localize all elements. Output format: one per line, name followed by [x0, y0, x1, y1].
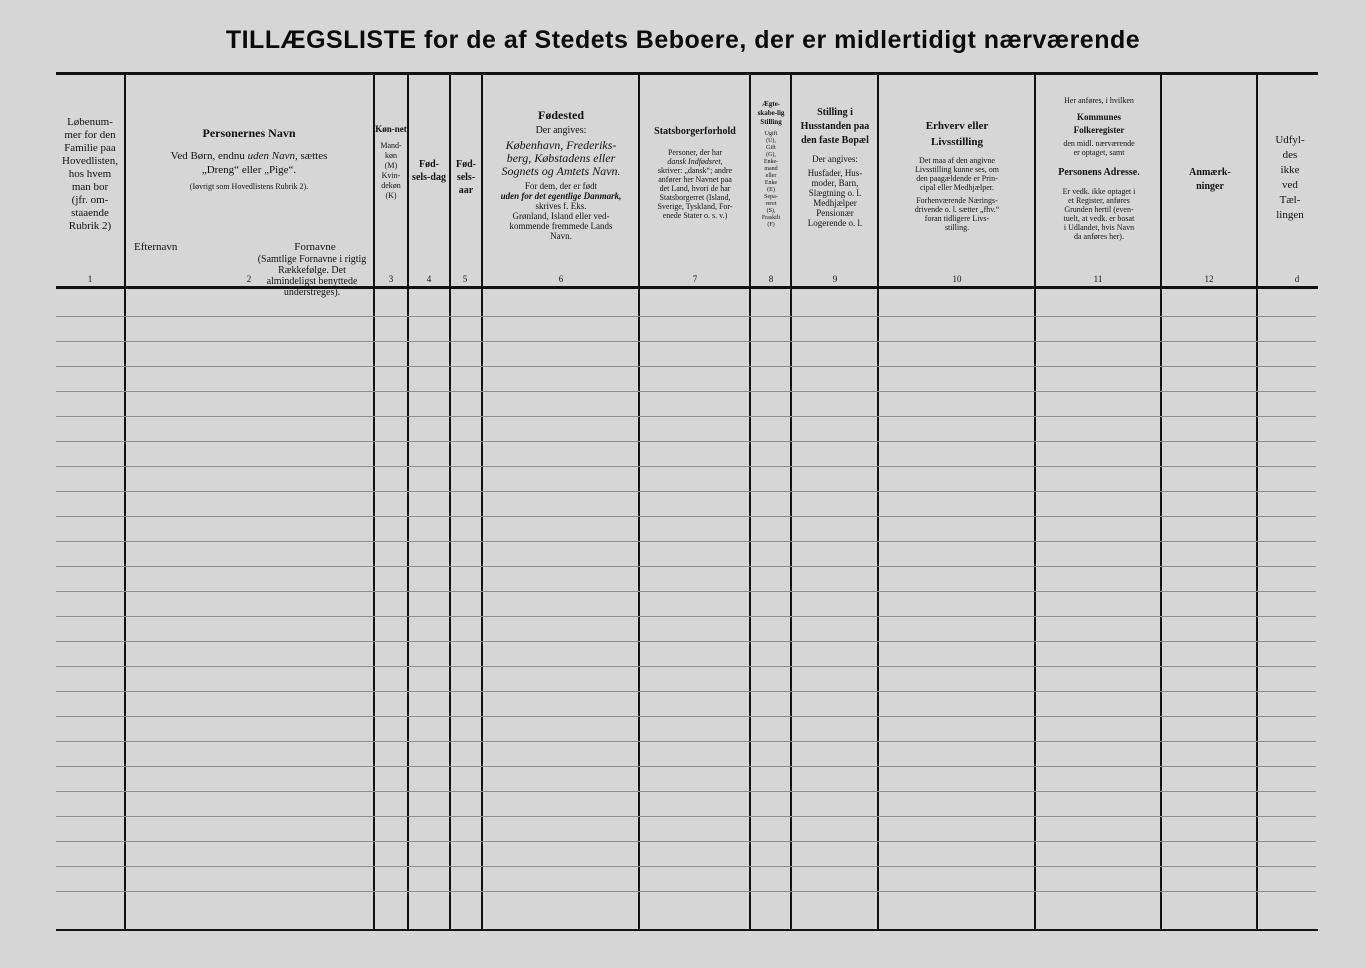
col-6-text-italic: berg, Købstadens eller	[506, 151, 616, 165]
col-number: 6	[558, 274, 564, 284]
col-9-heading: Stilling i Husstanden paa den faste Bopæl	[800, 107, 870, 146]
entry-row-line	[56, 466, 1316, 467]
col-divider	[449, 75, 451, 931]
col-1-text: Hovedlisten,	[62, 155, 118, 167]
col-7-line: enede Stater o. s. v.)	[662, 211, 728, 220]
col-8-line: Sepa-	[764, 194, 778, 200]
col-6-text: Grønland, Island eller ved-	[512, 211, 610, 221]
col-d-line: des	[1282, 149, 1298, 161]
col-divider	[1034, 75, 1036, 931]
col-divider	[407, 75, 409, 931]
col-2-text: sættes	[300, 150, 328, 162]
col-2-surname-label: Efternavn	[134, 241, 178, 253]
col-1-text: man bor	[71, 181, 109, 193]
col-3-heading: Køn-net	[375, 124, 407, 134]
entry-row-line	[56, 716, 1316, 717]
col-10-line: Forhenværende Nærings-	[916, 196, 998, 205]
entry-row-line	[56, 316, 1316, 317]
col-6-text: Navn.	[550, 231, 572, 241]
col-3-header	[375, 124, 407, 201]
col-2-text: „Dreng“ eller „Pige“.	[201, 164, 297, 176]
col-number: 1	[87, 274, 93, 284]
col-10-line: Livsstilling kunne ses, om	[915, 165, 999, 174]
col-8-line: (S),	[766, 208, 776, 214]
col-1-text: staaende	[71, 207, 109, 219]
col-12-heading: Anmærk-ninger	[1189, 167, 1231, 192]
col-number: 3	[388, 274, 394, 284]
col-1-text: Løbenum-	[67, 116, 113, 128]
entry-row-line	[56, 591, 1316, 592]
col-8-line: reret	[765, 201, 777, 207]
col-7-header	[640, 126, 750, 220]
col-2-header	[126, 128, 372, 191]
col-2-firstname-note: (Samtlige Fornavne i rigtig Rækkefølge. Det almindeligst benyttede understreges).	[257, 254, 367, 298]
col-1-text: (jfr. om-	[71, 194, 109, 206]
col-number: 8	[768, 274, 774, 284]
col-5-heading: Fød-sels-aar	[456, 159, 476, 196]
col-9-line: Husfader, Hus-	[807, 168, 863, 178]
col-d-line: lingen	[1276, 209, 1304, 221]
col-divider	[124, 75, 126, 931]
entry-row-line	[56, 416, 1316, 417]
col-11-line: er optaget, samt	[1073, 148, 1125, 157]
col-3-text: Mand-	[380, 141, 402, 150]
col-7-heading: Statsborgerforhold	[654, 126, 736, 137]
col-8-line: Enke	[764, 180, 778, 186]
entry-row-line	[56, 441, 1316, 442]
col-10-line: stilling.	[944, 223, 970, 232]
col-3-text: (K)	[385, 191, 397, 200]
entry-row-line	[56, 641, 1316, 642]
col-7-line: dansk Indfødsret,	[667, 157, 723, 166]
entry-row-line	[56, 491, 1316, 492]
col-10-text	[880, 156, 1034, 232]
col-7-line: Statsborgerret (Island,	[659, 193, 731, 202]
col-11-line: Her anføres, i hvilken	[1064, 96, 1134, 105]
col-7-text	[640, 148, 750, 220]
col-2-text: Ved Børn, endnu	[170, 150, 245, 162]
entry-row-line	[56, 366, 1316, 367]
col-9-text	[793, 154, 877, 228]
col-11-line: i Udlandet, hvis Navn	[1063, 223, 1135, 232]
entry-row-line	[56, 666, 1316, 667]
col-11-header	[1037, 96, 1161, 241]
col-3-text: (M)	[384, 161, 398, 170]
col-8-line: (F)	[767, 222, 775, 228]
entry-row-line	[56, 766, 1316, 767]
col-8-heading: Ægte-skabe-lig Stilling	[757, 100, 785, 126]
col-6-text: For dem, der er født	[524, 181, 598, 191]
col-8-options	[751, 131, 791, 229]
col-8-line: mand	[764, 166, 778, 172]
col-6-heading: Fødested	[538, 108, 584, 122]
entry-row-line	[56, 391, 1316, 392]
bottom-rule	[56, 929, 1318, 931]
col-1-text: Familie paa	[64, 142, 116, 154]
entry-row-line	[56, 791, 1316, 792]
col-11-heading: Kommunes Folkeregister	[1073, 112, 1125, 135]
header-rule	[56, 286, 1318, 289]
col-7-line: skriver: „dansk“; andre	[657, 166, 733, 175]
col-8-line: eller	[765, 173, 777, 179]
col-number: 10	[952, 274, 962, 284]
col-10-line: den paagældende er Prin-	[916, 174, 998, 183]
entry-row-line	[56, 841, 1316, 842]
col-9-line: Medhjælper	[813, 198, 857, 208]
col-8-line: Enke-	[763, 159, 779, 165]
col-divider	[1256, 75, 1258, 931]
col-1-text: Rubrik 2)	[68, 220, 112, 232]
col-6-text-italic: København, Frederiks-	[505, 138, 617, 152]
col-8-line: Gift	[766, 145, 776, 151]
col-1-text: mer for den	[64, 129, 116, 141]
entry-row-line	[56, 866, 1316, 867]
col-6-text: skrives f. Eks.	[535, 201, 587, 211]
entry-row-line	[56, 341, 1316, 342]
col-7-line: det Land, hvori de har	[659, 184, 731, 193]
entry-row-line	[56, 541, 1316, 542]
col-9-header	[793, 106, 877, 228]
col-6-text: Der angives:	[535, 125, 587, 136]
col-9-line: Der angives:	[812, 154, 858, 164]
col-11-line: tuelt, at vedk. er bosat	[1063, 214, 1135, 223]
col-d-line: Udfyl-	[1275, 134, 1305, 146]
col-6-text-italic: Sognets og Amtets Navn.	[501, 164, 621, 178]
col-11-text	[1037, 187, 1161, 241]
col-divider	[877, 75, 879, 931]
col-6-text-italic: uden for det egentlige Danmark,	[500, 191, 622, 201]
col-8-line: Ugift	[764, 131, 778, 137]
col-8-line: (U),	[766, 138, 776, 144]
col-d-line: ikke	[1280, 164, 1300, 176]
col-6-text: kommende fremmede Lands	[509, 221, 613, 231]
col-number: 12	[1204, 274, 1214, 284]
col-7-line: Sverige, Tyskland, For-	[657, 202, 733, 211]
col-8-header	[751, 100, 791, 229]
form-title: TILLÆGSLISTE for de af Stedets Beboere, der er midlertidigt nærværende	[225, 26, 1141, 54]
top-rule	[56, 72, 1318, 75]
col-d-line: Tæl-	[1279, 194, 1301, 206]
col-2-firstname-label: Fornavne	[294, 241, 336, 253]
col-1-text: hos hvem	[68, 168, 112, 180]
col-2-text-italic: uden Navn,	[247, 150, 298, 162]
col-divider	[481, 75, 483, 931]
col-d-line: ved	[1282, 179, 1298, 191]
col-1-header	[56, 116, 124, 233]
col-10-header	[880, 118, 1034, 232]
col-divider	[373, 75, 375, 931]
entry-row-line	[56, 816, 1316, 817]
col-9-line: Pensionær	[816, 208, 854, 218]
col-11-line: Grunden hertil (even-	[1064, 205, 1134, 214]
col-10-line: Det maa af den angivne	[919, 156, 995, 165]
col-3-options	[375, 141, 407, 201]
col-2-note: (Iøvrigt som Hovedlistens Rubrik 2).	[189, 182, 309, 191]
col-3-text: dekøn	[381, 181, 401, 190]
col-d-header	[1259, 133, 1321, 223]
col-11-line: da anføres her).	[1074, 232, 1124, 241]
col-10-heading: Erhverv eller Livsstilling	[925, 120, 989, 148]
entry-row-line	[56, 741, 1316, 742]
col-11-line: den midl. nærværende	[1063, 139, 1135, 148]
entry-row-line	[56, 891, 1316, 892]
col-8-line: Fraskilt	[761, 215, 781, 221]
col-number: d	[1294, 274, 1300, 284]
col-3-text: Kvin-	[381, 171, 401, 180]
col-9-line: moder, Barn,	[811, 178, 859, 188]
col-number: 7	[692, 274, 698, 284]
col-11-line: et Register, anføres	[1068, 196, 1130, 205]
col-10-line: drivende o. l. sætter „fhv.“	[914, 205, 1000, 214]
col-8-line: (G),	[766, 152, 776, 158]
col-7-line: Personer, der har	[667, 148, 723, 157]
col-8-line: (E)	[767, 187, 775, 193]
col-11-heading-2: Personens Adresse.	[1058, 167, 1140, 178]
entry-row-line	[56, 616, 1316, 617]
entry-row-line	[56, 691, 1316, 692]
col-2-heading: Personernes Navn	[202, 126, 296, 140]
entry-row-line	[56, 566, 1316, 567]
col-6-header	[484, 108, 638, 241]
col-number: 2	[246, 274, 252, 284]
col-2-instruction	[126, 149, 372, 163]
col-9-line: Logerende o. l.	[807, 218, 863, 228]
col-number: 4	[426, 274, 432, 284]
col-4-heading: Fød-sels-dag	[412, 159, 446, 183]
col-3-text: køn	[385, 151, 397, 160]
col-10-line: foran tidligere Livs-	[924, 214, 990, 223]
col-number: 9	[832, 274, 838, 284]
col-10-line: cipal eller Medhjælper.	[920, 183, 994, 192]
col-number: 5	[462, 274, 468, 284]
col-11-line: Er vedk. ikke optaget i	[1062, 187, 1136, 196]
col-9-line: Slægtning o. l.	[808, 188, 862, 198]
col-number: 11	[1093, 274, 1103, 284]
entry-row-line	[56, 516, 1316, 517]
col-7-line: anfører her Navnet paa	[658, 175, 732, 184]
